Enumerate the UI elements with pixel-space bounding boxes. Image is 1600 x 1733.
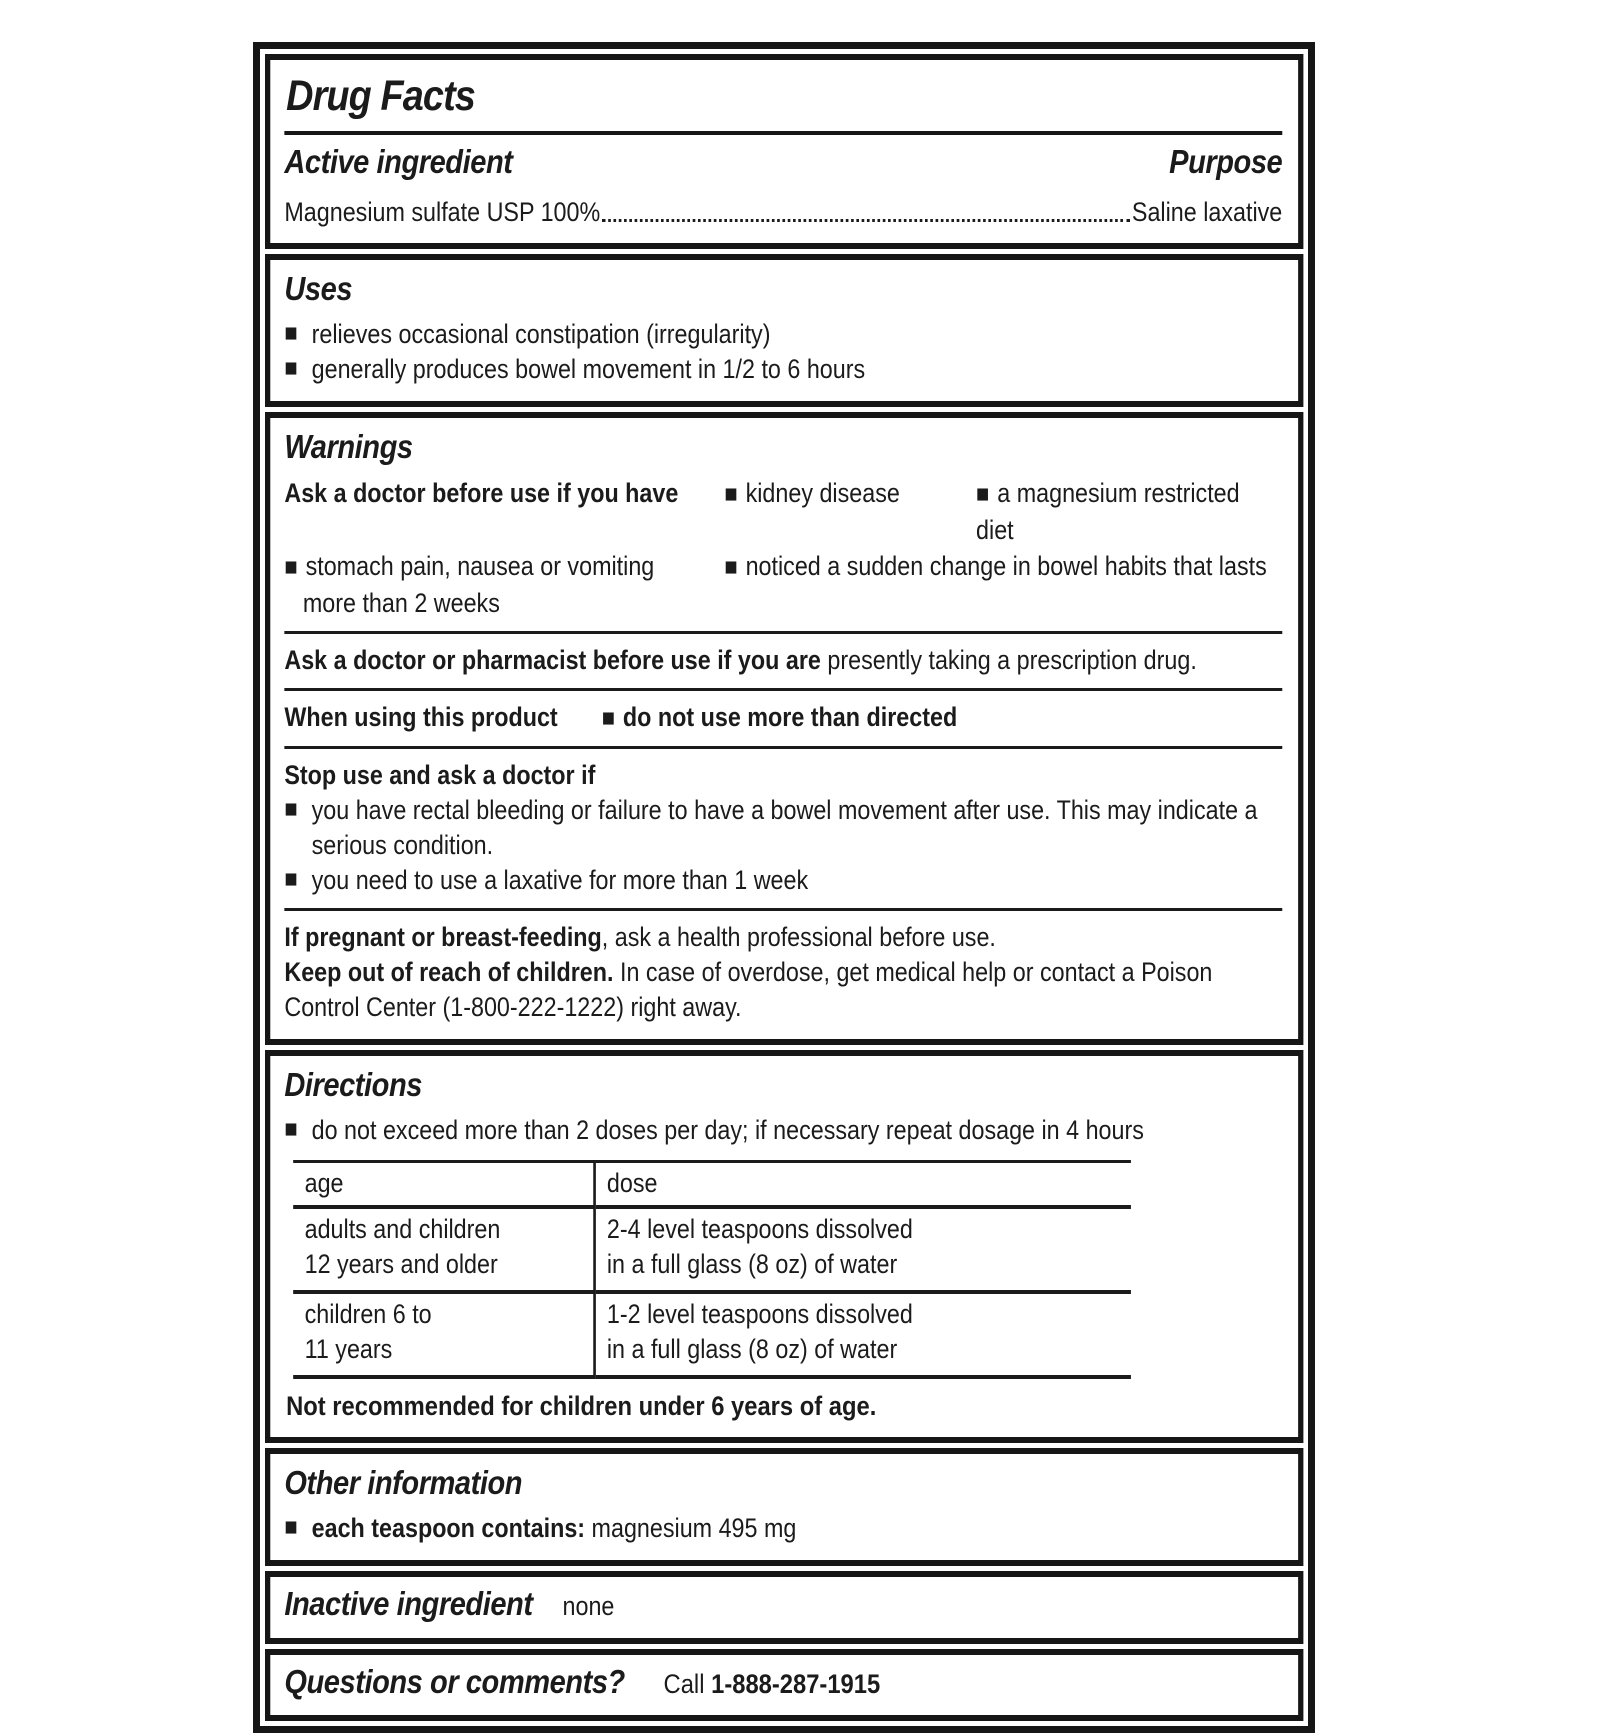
stop-use-bullet-1: ■ you have rectal bleeding or failure to have a bowel movement after use. This may indicate a serious condition. bbox=[284, 793, 1282, 863]
section-other-information bbox=[265, 1448, 1303, 1566]
dosage-table-dose-header: dose bbox=[594, 1162, 1131, 1208]
age-cell-line: 12 years and older bbox=[304, 1249, 498, 1279]
active-ingredient-heading: Active ingredient bbox=[284, 143, 513, 180]
dose-cell bbox=[594, 1207, 1131, 1292]
ask-doctor-line-1 bbox=[284, 475, 1282, 548]
uses-bullet-2: ■ generally produces bowel movement in 1/2 to 6 hours bbox=[284, 352, 1282, 387]
active-purpose-heading-row bbox=[284, 141, 1282, 190]
age-cell bbox=[293, 1207, 594, 1292]
ask-doctor-item-stomach-pain: ■ stomach pain, nausea or vomiting bbox=[284, 548, 724, 585]
uses-heading: Uses bbox=[284, 270, 353, 307]
warnings-heading: Warnings bbox=[284, 428, 413, 465]
pregnant-lead: If pregnant or breast-feeding bbox=[284, 922, 602, 952]
ask-doctor-continuation: more than 2 weeks bbox=[302, 588, 500, 618]
stop-use-lead: Stop use and ask a doctor if bbox=[284, 760, 596, 790]
dose-cell-line: 1-2 level teaspoons dissolved bbox=[606, 1299, 913, 1329]
purpose-value: Saline laxative bbox=[1131, 197, 1283, 227]
section-warnings bbox=[265, 412, 1303, 1045]
ask-pharmacist-lead: Ask a doctor or pharmacist before use if you are bbox=[284, 645, 821, 675]
pregnant-line bbox=[284, 920, 1282, 955]
dose-cell bbox=[594, 1292, 1131, 1377]
directions-heading: Directions bbox=[284, 1066, 422, 1103]
purpose-heading: Purpose bbox=[1169, 143, 1283, 180]
title-divider-rule bbox=[284, 131, 1282, 135]
section-active-ingredient bbox=[265, 54, 1303, 249]
when-using-item: ■ do not use more than directed bbox=[602, 700, 958, 736]
ingredient-name: Magnesium sulfate USP 100% bbox=[284, 197, 601, 227]
children-lead: Keep out of reach of children. bbox=[284, 957, 614, 987]
section-directions bbox=[265, 1050, 1303, 1443]
other-information-text: magnesium 495 mg bbox=[591, 1513, 797, 1543]
questions-heading: Questions or comments? bbox=[284, 1663, 625, 1700]
children-text: In case of overdose, get medical help or contact a Poison Control Center (1-800-222-1222) right away. bbox=[284, 957, 1213, 1022]
dot-leader bbox=[602, 219, 1130, 222]
when-using-lead: When using this product bbox=[284, 702, 558, 732]
call-line bbox=[664, 1669, 881, 1700]
when-using-line bbox=[284, 700, 1282, 736]
ask-doctor-line-2 bbox=[284, 548, 1282, 585]
dose-cell-line: in a full glass (8 oz) of water bbox=[606, 1334, 898, 1364]
warnings-divider-rule bbox=[284, 631, 1282, 634]
ask-doctor-item-kidney: ■ kidney disease bbox=[724, 475, 976, 512]
directions-bullet: ■ do not exceed more than 2 doses per day; if necessary repeat dosage in 4 hours bbox=[284, 1113, 1282, 1148]
ingredient-line bbox=[284, 195, 1282, 229]
other-information-heading: Other information bbox=[284, 1464, 523, 1501]
age-cell-line: children 6 to bbox=[304, 1299, 432, 1329]
inactive-ingredient-row bbox=[284, 1585, 1282, 1624]
phone-number: 1-888-287-1915 bbox=[711, 1669, 881, 1699]
warnings-divider-rule bbox=[284, 688, 1282, 691]
directions-note: Not recommended for children under 6 years of age. bbox=[286, 1391, 877, 1421]
dosage-table bbox=[293, 1160, 1131, 1379]
warnings-divider-rule bbox=[284, 746, 1282, 749]
keep-out-of-reach-line bbox=[284, 955, 1282, 1025]
warnings-divider-rule bbox=[284, 908, 1282, 911]
age-cell-line: adults and children bbox=[304, 1214, 501, 1244]
section-uses bbox=[265, 254, 1303, 407]
dose-cell-line: in a full glass (8 oz) of water bbox=[606, 1249, 898, 1279]
ask-doctor-item-bowel-habits: ■ noticed a sudden change in bowel habits that lasts bbox=[724, 548, 1266, 585]
section-questions bbox=[265, 1649, 1303, 1721]
inactive-ingredient-heading: Inactive ingredient bbox=[284, 1585, 533, 1622]
ask-doctor-lead: Ask a doctor before use if you have bbox=[284, 478, 679, 508]
call-label: Call bbox=[663, 1669, 705, 1699]
drug-facts-label bbox=[253, 42, 1315, 1733]
other-information-bullet bbox=[284, 1511, 1282, 1546]
drug-facts-title: Drug Facts bbox=[286, 72, 475, 120]
questions-row bbox=[284, 1663, 1282, 1701]
age-cell-line: 11 years bbox=[304, 1334, 393, 1364]
dosage-table-row-adults bbox=[293, 1207, 1131, 1292]
dosage-table-row-children bbox=[293, 1292, 1131, 1377]
other-information-lead: each teaspoon contains: bbox=[311, 1513, 586, 1543]
label-content bbox=[265, 54, 1303, 1721]
dosage-table-header-row bbox=[293, 1162, 1131, 1208]
pregnant-text: , ask a health professional before use. bbox=[601, 922, 996, 952]
age-cell bbox=[293, 1292, 594, 1377]
inactive-ingredient-value: none bbox=[562, 1591, 615, 1621]
dosage-table-age-header: age bbox=[293, 1162, 594, 1208]
ask-pharmacist-line bbox=[284, 643, 1282, 678]
ask-doctor-item-magnesium-diet: ■ a magnesium restricted diet bbox=[976, 475, 1282, 548]
uses-bullet-1: ■ relieves occasional constipation (irregularity) bbox=[284, 317, 1282, 352]
dose-cell-line: 2-4 level teaspoons dissolved bbox=[606, 1214, 913, 1244]
ask-pharmacist-text: presently taking a prescription drug. bbox=[827, 645, 1197, 675]
stop-use-bullet-2: ■ you need to use a laxative for more than 1 week bbox=[284, 863, 1282, 898]
section-inactive-ingredient bbox=[265, 1571, 1303, 1644]
